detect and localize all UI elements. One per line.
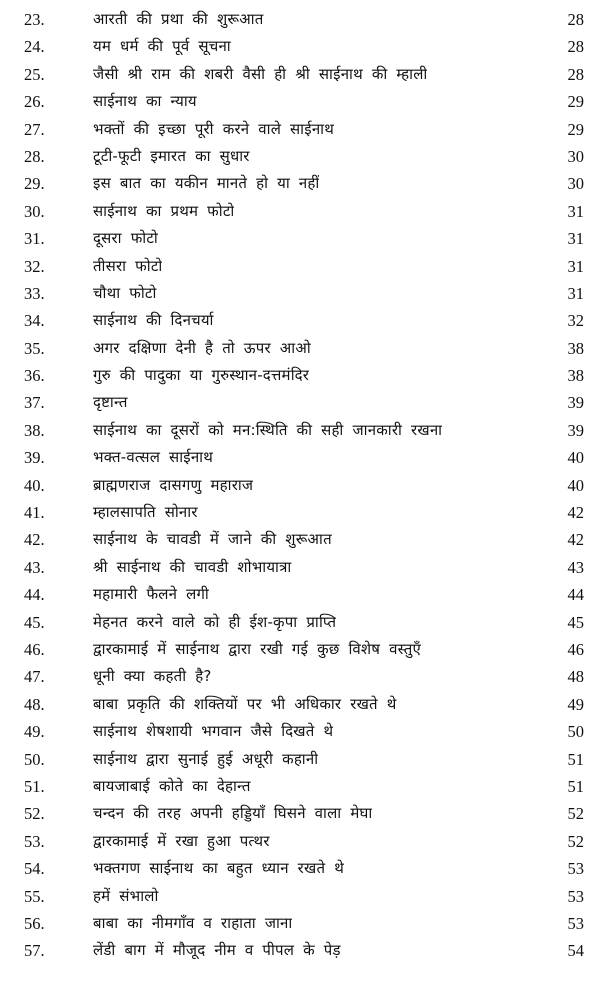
entry-number: 38. [24,420,45,440]
entry-title: साईनाथ का दूसरों को मन:स्थिति की सही जानकारी रखना [93,420,443,439]
entry-number: 25. [24,64,45,84]
entry-number: 28. [24,146,45,166]
toc-entry [0,883,600,910]
toc-entry [0,389,600,416]
toc-entry [0,691,600,718]
entry-number: 30. [24,201,45,221]
entry-title: बाबा का नीमगाँव व राहाता जाना [93,913,293,932]
toc-entry [0,116,600,143]
entry-title: साईनाथ का न्याय [93,92,197,111]
entry-title: इस बात का यकीन मानते हो या नहीं [93,174,320,193]
entry-page-number: 51 [567,776,584,796]
entry-number: 24. [24,37,45,57]
toc-entry [0,198,600,225]
entry-page-number: 29 [567,119,584,139]
entry-title: श्री साईनाथ की चावडी शोभायात्रा [93,557,292,576]
toc-entry [0,581,600,608]
entry-page-number: 29 [567,92,584,112]
toc-entry [0,663,600,690]
entry-number: 41. [24,503,45,523]
entry-page-number: 54 [567,941,584,961]
entry-number: 56. [24,913,45,933]
entry-number: 50. [24,749,45,769]
entry-page-number: 31 [567,201,584,221]
entry-number: 42. [24,530,45,550]
toc-entry [0,526,600,553]
entry-number: 31. [24,229,45,249]
toc-entry [0,170,600,197]
entry-number: 37. [24,393,45,413]
entry-page-number: 31 [567,229,584,249]
entry-page-number: 39 [567,420,584,440]
toc-entry [0,253,600,280]
entry-page-number: 43 [567,557,584,577]
toc-entry [0,417,600,444]
entry-page-number: 40 [567,448,584,468]
entry-page-number: 30 [567,174,584,194]
entry-page-number: 51 [567,749,584,769]
toc-entry [0,472,600,499]
entry-page-number: 31 [567,256,584,276]
entry-title: द्वारकामाई में रखा हुआ पत्थर [93,831,270,850]
entry-page-number: 31 [567,283,584,303]
entry-number: 40. [24,475,45,495]
entry-title: लेंडी बाग में मौजूद नीम व पीपल के पेड़ [93,941,341,960]
entry-page-number: 53 [567,859,584,879]
entry-title: धूनी क्या कहती है? [93,667,212,686]
entry-number: 29. [24,174,45,194]
entry-title: म्हालसापति सोनार [93,503,198,522]
entry-number: 44. [24,585,45,605]
entry-title: दूसरा फोटो [93,229,158,248]
entry-page-number: 53 [567,913,584,933]
entry-title: आरती की प्रथा की शुरूआत [93,10,264,28]
entry-page-number: 38 [567,338,584,358]
entry-number: 36. [24,366,45,386]
entry-number: 48. [24,694,45,714]
entry-number: 32. [24,256,45,276]
entry-page-number: 52 [567,831,584,851]
entry-number: 23. [24,10,45,29]
entry-page-number: 49 [567,694,584,714]
entry-title: साईनाथ का प्रथम फोटो [93,201,235,220]
entry-page-number: 45 [567,612,584,632]
entry-number: 51. [24,776,45,796]
entry-title: जैसी श्री राम की शबरी वैसी ही श्री साईनाथ की म्हाली [93,64,428,83]
entry-title: महामारी फैलने लगी [93,585,209,604]
entry-number: 34. [24,311,45,331]
toc-entry [0,937,600,964]
entry-number: 46. [24,639,45,659]
entry-number: 52. [24,804,45,824]
entry-title: द्वारकामाई में साईनाथ द्वारा रखी गई कुछ विशेष वस्तुएँ [93,639,421,658]
entry-title: साईनाथ शेषशायी भगवान जैसे दिखते थे [93,722,334,741]
entry-number: 35. [24,338,45,358]
toc-entry [0,609,600,636]
entry-number: 27. [24,119,45,139]
entry-number: 57. [24,941,45,961]
entry-page-number: 30 [567,146,584,166]
entry-title: टूटी-फूटी इमारत का सुधार [93,146,250,165]
entry-page-number: 50 [567,722,584,742]
entry-title: साईनाथ की दिनचर्या [93,311,214,330]
entry-number: 55. [24,886,45,906]
entry-page-number: 53 [567,886,584,906]
entry-title: चौथा फोटो [93,283,157,302]
entry-title: अगर दक्षिणा देनी है तो ऊपर आओ [93,338,311,357]
entry-title: यम धर्म की पूर्व सूचना [93,37,231,56]
toc-entry [0,636,600,663]
toc-entry [0,828,600,855]
toc-entry [0,554,600,581]
toc-entry [0,773,600,800]
toc-entry [0,444,600,471]
entry-number: 45. [24,612,45,632]
entry-title: साईनाथ के चावडी में जाने की शुरूआत [93,530,332,549]
entry-title: तीसरा फोटो [93,256,163,275]
toc-entry [0,855,600,882]
entry-page-number: 42 [567,530,584,550]
entry-number: 39. [24,448,45,468]
entry-number: 49. [24,722,45,742]
entry-page-number: 52 [567,804,584,824]
toc-entry [0,225,600,252]
table-of-contents [0,6,600,965]
toc-entry [0,335,600,362]
entry-number: 53. [24,831,45,851]
entry-number: 54. [24,859,45,879]
toc-entry [0,6,600,33]
entry-page-number: 28 [567,64,584,84]
entry-page-number: 48 [567,667,584,687]
entry-title: ब्राह्मणराज दासगणु महाराज [93,475,254,494]
toc-entry [0,33,600,60]
entry-page-number: 44 [567,585,584,605]
toc-entry [0,718,600,745]
entry-title: गुरु की पादुका या गुरुस्थान-दत्तमंदिर [93,366,310,385]
entry-title: भक्तों की इच्छा पूरी करने वाले साईनाथ [93,119,335,138]
entry-title: साईनाथ द्वारा सुनाई हुई अधूरी कहानी [93,749,319,768]
entry-number: 33. [24,283,45,303]
entry-title: बायजाबाई कोते का देहान्त [93,776,251,795]
toc-entry [0,800,600,827]
entry-number: 43. [24,557,45,577]
entry-title: भक्तगण साईनाथ का बहुत ध्यान रखते थे [93,859,344,878]
toc-entry [0,746,600,773]
toc-entry [0,143,600,170]
entry-title: बाबा प्रकृति की शक्तियों पर भी अधिकार रखते थे [93,694,397,713]
entry-page-number: 28 [567,10,584,29]
entry-page-number: 32 [567,311,584,331]
entry-page-number: 38 [567,366,584,386]
toc-entry [0,280,600,307]
entry-title: मेहनत करने वाले को ही ईश-कृपा प्राप्ति [93,612,337,631]
entry-page-number: 28 [567,37,584,57]
toc-entry [0,307,600,334]
entry-page-number: 42 [567,503,584,523]
toc-entry [0,499,600,526]
entry-title: हमें संभालो [93,886,159,905]
entry-page-number: 46 [567,639,584,659]
entry-title: चन्दन की तरह अपनी हड्डियाँ घिसने वाला मेघा [93,804,373,823]
toc-entry [0,362,600,389]
toc-entry [0,910,600,937]
entry-title: दृष्टान्त [93,393,128,412]
entry-number: 26. [24,92,45,112]
toc-entry [0,88,600,115]
entry-page-number: 40 [567,475,584,495]
entry-number: 47. [24,667,45,687]
entry-page-number: 39 [567,393,584,413]
entry-title: भक्त-वत्सल साईनाथ [93,448,214,467]
toc-entry [0,61,600,88]
